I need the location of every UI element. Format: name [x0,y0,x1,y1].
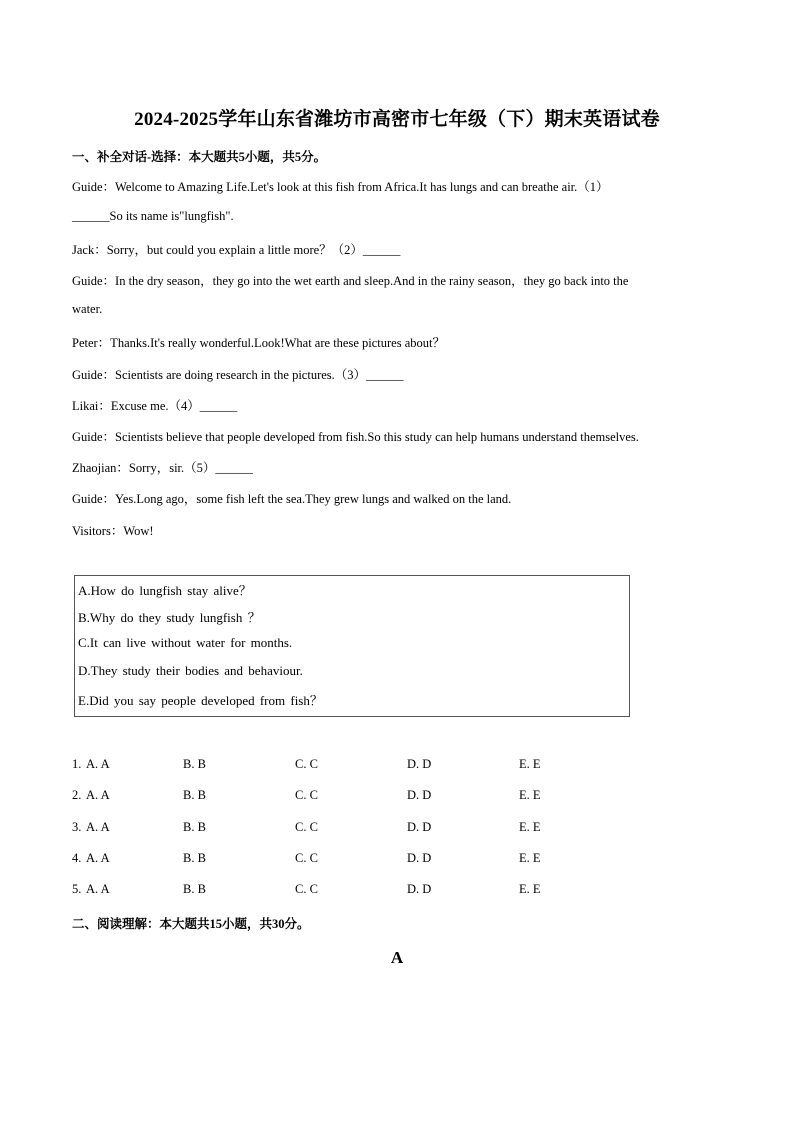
answer-choice[interactable]: E. E [519,757,541,771]
dialogue-line: Guide：Scientists are doing research in the pictures.（3）______ [72,368,404,382]
dialogue-line: Guide：Yes.Long ago，some fish left the sea.They grew lungs and walked on the land. [72,492,512,506]
question-number: 1. [72,757,82,771]
dialogue-line: Guide：Scientists believe that people developed from fish.So this study can help humans understand themselves. [72,430,639,444]
question-number: 4. [72,851,82,865]
question-row [72,788,592,806]
dialogue-line: Guide：Welcome to Amazing Life.Let's look at this fish from Africa.It has lungs and can breathe air.（1） [72,180,609,194]
answer-choice[interactable]: D. D [407,820,432,834]
question-row [72,820,592,838]
dialogue-line: Guide：In the dry season，they go into the wet earth and sleep.And in the rainy season，they go back into the [72,274,629,288]
dialogue-line: Peter：Thanks.It's really wonderful.Look!What are these pictures about？ [72,336,445,350]
option-d: D.They study their bodies and behaviour. [78,663,303,678]
answer-choice[interactable]: C. C [295,820,318,834]
answer-choice[interactable]: B. B [183,820,206,834]
option-a: A.How do lungfish stay alive？ [78,583,252,598]
answer-choice[interactable]: B. B [183,851,206,865]
dialogue-line: Jack：Sorry，but could you explain a little more？（2）______ [72,243,401,257]
answer-choice[interactable]: D. D [407,882,432,896]
dialogue-line: Zhaojian：Sorry，sir.（5）______ [72,461,253,475]
answer-choice[interactable]: A. A [86,882,110,896]
answer-choice[interactable]: A. A [86,757,110,771]
question-number: 5. [72,882,82,896]
answer-choice[interactable]: C. C [295,757,318,771]
answer-choice[interactable]: A. A [86,820,110,834]
answer-choice[interactable]: B. B [183,757,206,771]
dialogue-line: Visitors：Wow! [72,524,154,538]
option-b: B.Why do they study lungfish ？ [78,610,261,625]
question-row [72,882,592,900]
answer-choice[interactable]: D. D [407,757,432,771]
answer-choice[interactable]: E. E [519,882,541,896]
question-number: 2. [72,788,82,802]
answer-choice[interactable]: D. D [407,788,432,802]
section-1-heading: 一、补全对话-选择：本大题共5小题，共5分。 [72,150,327,164]
option-c: C.It can live without water for months. [78,635,293,650]
answer-choice[interactable]: E. E [519,788,541,802]
exam-title: 2024-2025学年山东省潍坊市高密市七年级（下）期末英语试卷 [134,109,660,130]
section-2-heading: 二、阅读理解：本大题共15小题，共30分。 [72,917,310,931]
options-box [74,575,630,717]
option-e: E.Did you say people developed from fish？ [78,693,323,708]
answer-choice[interactable]: C. C [295,851,318,865]
passage-a-heading: A [390,948,404,967]
dialogue-line: ______So its name is"lungfish". [72,209,234,223]
answer-choice[interactable]: B. B [183,882,206,896]
question-row [72,851,592,869]
answer-choice[interactable]: B. B [183,788,206,802]
dialogue-line: Likai：Excuse me.（4）______ [72,399,238,413]
answer-choice[interactable]: A. A [86,788,110,802]
question-row [72,757,592,775]
answer-choice[interactable]: E. E [519,820,541,834]
answer-choice[interactable]: D. D [407,851,432,865]
answer-choice[interactable]: E. E [519,851,541,865]
question-number: 3. [72,820,82,834]
dialogue-line: water. [72,302,103,316]
answer-choice[interactable]: C. C [295,788,318,802]
answer-choice[interactable]: C. C [295,882,318,896]
answer-choice[interactable]: A. A [86,851,110,865]
